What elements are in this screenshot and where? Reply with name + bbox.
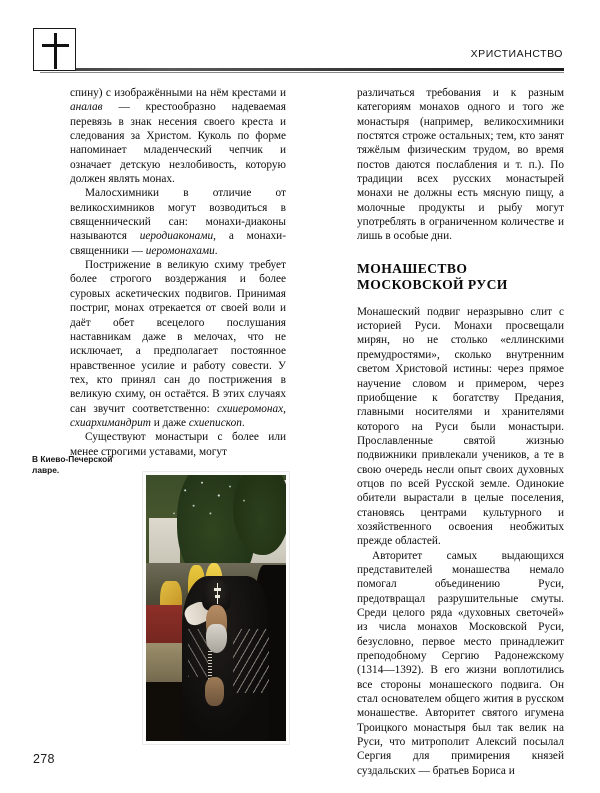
paragraph-left-2 [70,186,286,258]
paragraph-left-1 [70,86,286,186]
cross-vertical-bar [54,33,57,69]
photo-monk-hands [205,677,225,706]
running-head-section-title: ХРИСТИАНСТВО [470,48,563,60]
paragraph-left-3-mid2: и даже [150,416,189,429]
section-subheading-line1: МОНАШЕСТВО [357,260,468,276]
text-column-right [357,86,564,778]
paragraph-left-1-tail: — крестообразно надеваемая перевязь в знак несения своего креста и следования за Христом. Куколь по форме напоминает младенческий чепчик и означает детскую незлобивость, которую должен являть монах. [70,101,286,186]
paragraph-left-3 [70,258,286,430]
figure-caption-line1: В Киево-Печерской [32,454,113,464]
paragraph-left-3-mid: , [283,402,286,415]
paragraph-left-3-lead: Пострижение в великую схиму требует более строгого воздержания и более суровых аскетических подвигов. Принимая постриг, монах отрекается от своей воли и даёт обет всецелого послушания наставникам даже в мелочах, что не исключает, а предполагает постоянное нравственное усилие и работу совести. У тех, кто принял сан до пострижения в великую схиму, он остаётся. В этих случаях сан звучит соответственно: [70,259,286,415]
header-rule-shadow [40,72,564,73]
paragraph-left-3-tail: . [241,416,245,429]
page-number: 278 [33,752,55,766]
photo-light-sparkles [146,475,286,603]
term-schiarhimandrit: схиархимандрит [70,416,151,429]
figure-photo-frame [143,472,289,744]
photo-mantle-embroidery-left [188,629,208,677]
paragraph-left-4: Существуют монастыри с более или менее строгими уставами, могут [70,431,286,458]
paragraph-left-2-mid: , а монахи-священники — [70,230,286,257]
text-column-left [70,86,286,459]
section-subheading [357,261,564,294]
term-analav: аналав [70,101,103,114]
term-schiieromonah: схииеромонах [216,402,284,415]
paragraph-right-1: Монашеский подвиг неразрывно слит с историей Руси. Монахи просвещали мирян, но не столько «еллинскими премудростями», сколько внутренним светом Христовой истины: через прямое научение словом и примером, через приобщение к богатству Предания, главными носителями и хранителями которого на Руси были монастыри. Прославленные святой жизнью подвижники привлекали учеников, а те в свою очередь несли опыт своих духовных отцов по всей Русской земле. Одинокие обители вырастали в целые поселения, становясь центрами культурного и хозяйственного освоения необжитых прежде областей. [357,305,564,548]
paragraph-left-2-tail: . [214,244,218,257]
paragraph-right-intro: различаться требования и к разным категориям монахов одного и того же монастыря (например, великосхимники постятся строже остальных; тем, кто занят тяжёлым физическим трудом, во время постов даются послабления и т. п.). По традиции всех русских монастырей монахи не должны есть мясную пищу, а молочные продукты и рыбу могут употреблять в ограниченном количестве и лишь в особые дни. [357,87,564,243]
term-ierodiakonami: иеродиаконами [139,230,214,243]
figure-caption-line2: лавре. [32,465,60,476]
section-subheading-line2: МОСКОВСКОЙ РУСИ [357,277,508,293]
photo-mantle-embroidery [233,629,269,693]
figure-photo [146,475,286,741]
term-ieromonahami: иеромонахами [145,244,215,257]
paragraph-left-2-lead: Малосхимники в отличие от великосхимников могут возводиться в священнический сан: монахи-диаконы называются [70,187,286,243]
page-header [0,0,600,78]
cross-icon [33,28,76,71]
term-schiepiskop: схиепископ [188,416,242,429]
paragraph-right-2: Авторитет самых выдающихся представителей монашества немало помогал объединению Руси, предотвращал разрушительные смуты. Среди целого ряда «духовных светочей» из числа монахов Московской Руси, безусловно, первое место принадлежит преподобному Сергию Радонежскому (1314—1392). В его жизни воплотились все стороны монашеского подвига. Он стал основателем общего жития в русском монашестве. Авторитет святого игумена Троицкого монастыря был так велик на Руси, что митрополит Алексий посылал Сергия для примирения князей суздальских — братьев Бориса и [357,549,564,777]
paragraph-left-1-lead: спину) с изображёнными на нём крестами и [70,87,286,99]
cross-horizontal-bar [42,44,69,47]
figure-caption [32,454,137,476]
